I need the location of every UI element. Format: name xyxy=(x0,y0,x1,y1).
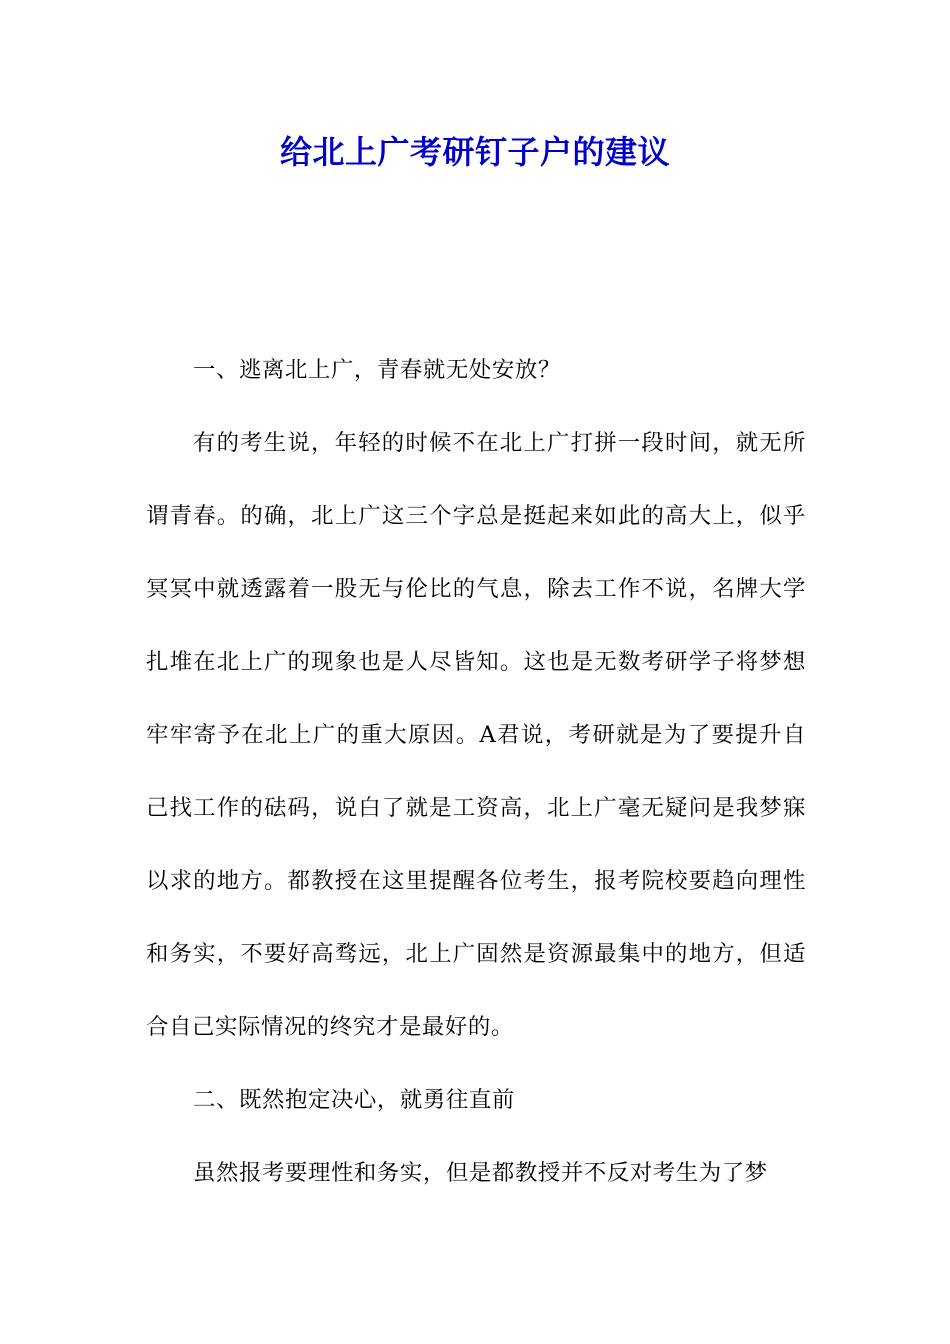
section-heading-2: 二、既然抱定决心，就勇往直前 xyxy=(193,1087,515,1113)
paragraph-2: 虽然报考要理性和务实，但是都教授并不反对考生为了梦 xyxy=(193,1160,768,1186)
document-body xyxy=(146,334,806,1210)
section-heading-1: 一、逃离北上广，青春就无处安放？ xyxy=(193,357,561,383)
document-title: 给北上广考研钉子户的建议 xyxy=(279,133,670,171)
paragraph-1: 有的考生说，年轻的时候不在北上广打拼一段时间，就无所谓青春。的确，北上广这三个字总是挺起来如此的高大上，似乎冥冥中就透露着一股无与伦比的气息，除去工作不说，名牌大学扎堆在北上广的现象也是人尽皆知。这也是无数考研学子将梦想牢牢寄予在北上广的重大原因。A君说，考研就是为了要提升自己找工作的砝码，说白了就是工资高，北上广毫无疑问是我梦寐以求的地方。都教授在这里提醒各位考生，报考院校要趋向理性和务实，不要好高骛远，北上广固然是资源最集中的地方，但适合自己实际情况的终究才是最好的。 xyxy=(146,430,806,1040)
